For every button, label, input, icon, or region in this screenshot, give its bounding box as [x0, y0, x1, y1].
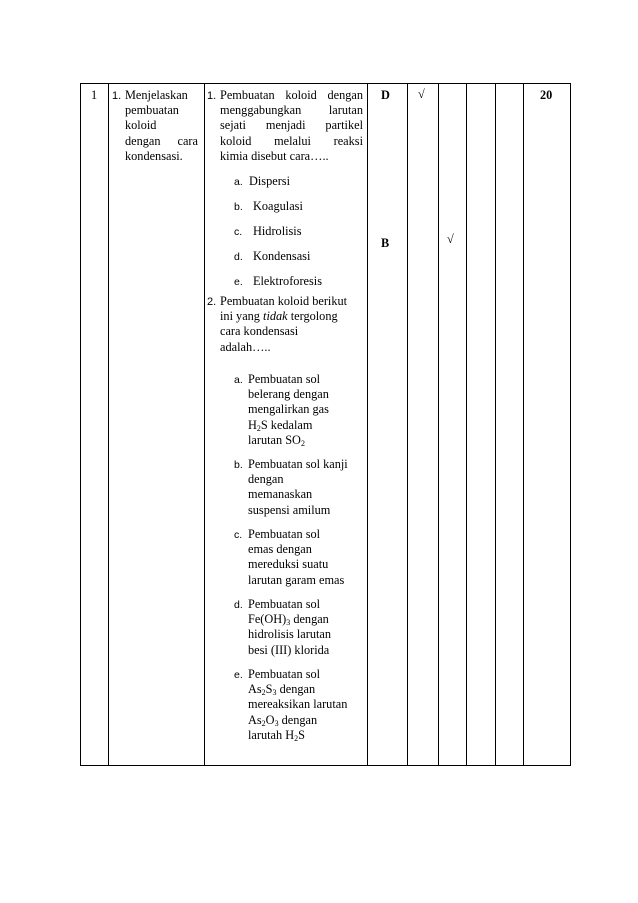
column-divider: [438, 84, 439, 765]
indicator-line: dengan cara: [125, 133, 198, 148]
question-2-line: adalah…..: [220, 339, 271, 354]
option-letter: a.: [234, 176, 243, 188]
question-2-number: 2.: [207, 296, 217, 308]
option-text: Pembuatan sol $As_2S_3$ dengan mereaksikan larutan $As_2O_3$ dengan larutah $H_2S$: [248, 667, 348, 743]
option-letter: d.: [234, 251, 243, 263]
option-letter: b.: [234, 459, 243, 471]
question-table: [80, 83, 571, 766]
indicator-number: 1.: [112, 90, 122, 102]
question-2-options: [234, 372, 365, 752]
indicator-line: pembuatan: [125, 103, 179, 118]
option-letter: d.: [234, 599, 243, 611]
column-divider: [407, 84, 408, 765]
check-mark: √: [418, 87, 425, 101]
column-divider: [466, 84, 467, 765]
column-divider: [204, 84, 205, 765]
option-letter: b.: [234, 201, 243, 213]
question-1-line: kimia disebut cara…..: [220, 148, 329, 163]
option-text: Pembuatan sol $Fe(OH)_3$ dengan hidrolisis larutan besi (III) klorida: [248, 597, 331, 657]
option-text: Koagulasi: [253, 199, 303, 213]
question-2-line: Pembuatan koloid berikut: [220, 294, 348, 308]
question-1-line: sejati menjadi partikel: [220, 118, 363, 133]
option-text: Pembuatan sol kanji dengan memanaskan suspensi amilum: [248, 457, 348, 517]
score: 20: [540, 88, 553, 102]
column-divider: [367, 84, 368, 765]
option-letter: c.: [234, 226, 243, 238]
question-1-number: 1.: [207, 90, 217, 102]
question-1-line: menggabungkan larutan: [220, 103, 363, 118]
indicator-line: koloid: [125, 118, 157, 133]
option-letter: e.: [234, 276, 243, 288]
option-text: Elektroforesis: [253, 274, 322, 288]
question-2-line: ini yang tidak tergolong: [220, 309, 338, 324]
option-letter: c.: [234, 529, 243, 541]
answer-key-1: D: [381, 88, 390, 102]
column-divider: [108, 84, 109, 765]
option-letter: a.: [234, 374, 243, 386]
indicator-line: kondensasi.: [125, 148, 183, 163]
row-number: 1: [91, 88, 98, 102]
column-divider: [523, 84, 524, 765]
question-2-line: cara kondensasi: [220, 324, 299, 339]
option-text: Pembuatan sol belerang dengan mengalirkan gas $H_2S$ kedalam larutan $SO_2$: [248, 372, 329, 448]
option-text: Hidrolisis: [253, 224, 302, 238]
check-mark: √: [447, 232, 454, 246]
question-1-line: Pembuatan koloid dengan: [220, 88, 363, 102]
option-text: Kondensasi: [253, 249, 311, 263]
question-1-line: koloid melalui reaksi: [220, 133, 363, 148]
column-divider: [495, 84, 496, 765]
indicator-line: Menjelaskan: [125, 88, 188, 102]
option-letter: e.: [234, 669, 243, 681]
option-text: Pembuatan sol emas dengan mereduksi suatu larutan garam emas: [248, 527, 345, 587]
option-text: Dispersi: [249, 174, 290, 188]
answer-key-2: B: [381, 236, 390, 250]
question-1-options: [234, 174, 364, 294]
